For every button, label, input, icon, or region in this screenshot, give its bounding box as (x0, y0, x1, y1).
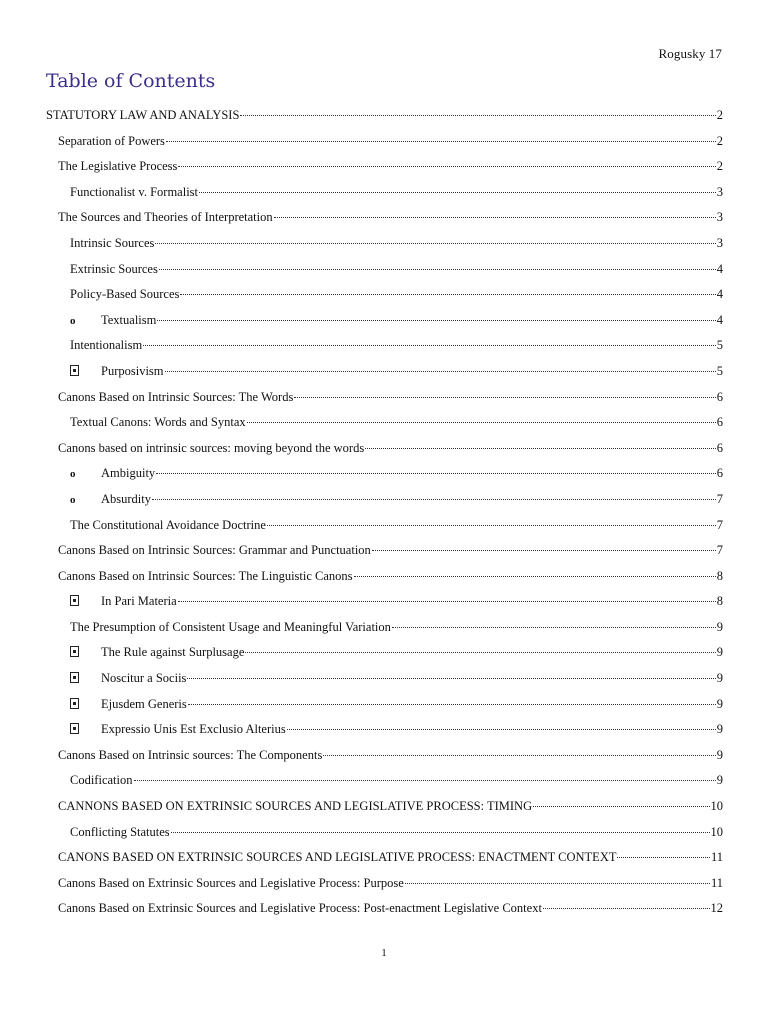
dot-leader (180, 294, 715, 295)
toc-entry-page: 7 (716, 491, 723, 506)
toc-entry-page: 3 (716, 210, 723, 225)
toc-entry-page: 8 (716, 594, 723, 609)
dot-leader (323, 755, 715, 756)
square-bullet-icon (70, 698, 101, 711)
toc-entry-title: Extrinsic Sources (70, 261, 158, 276)
toc-entry-title: The Presumption of Consistent Usage and Meaningful Variation (70, 619, 391, 634)
toc-entry[interactable] (46, 773, 723, 799)
dot-leader (159, 269, 716, 270)
toc-entry-title: Intentionalism (70, 338, 143, 353)
toc-entry-page: 5 (716, 338, 723, 353)
toc-entry-page: 3 (716, 235, 723, 250)
toc-entry-page: 6 (716, 440, 723, 455)
dot-leader (157, 320, 715, 321)
toc-entry[interactable] (46, 185, 723, 211)
dot-leader (166, 141, 716, 142)
toc-entry-page: 9 (716, 773, 723, 788)
dot-leader (372, 550, 716, 551)
toc-entry-page: 5 (716, 363, 723, 378)
toc-entry-page: 2 (716, 133, 723, 148)
toc-entry-page: 6 (716, 466, 723, 481)
dot-leader (617, 857, 709, 858)
dot-leader (294, 397, 715, 398)
toc-entry[interactable] (46, 210, 723, 236)
square-bullet-icon (70, 595, 101, 608)
toc-entry-page: 9 (716, 645, 723, 660)
toc-entry-page: 4 (716, 287, 723, 302)
toc-entry[interactable] (46, 287, 723, 313)
dot-leader (533, 806, 709, 807)
toc-entry[interactable] (46, 671, 723, 697)
toc-entry-title: Ejusdem Generis (101, 696, 187, 711)
toc-entry-title: The Sources and Theories of Interpretation (58, 210, 273, 225)
toc-entry[interactable] (46, 697, 723, 723)
toc-entry-title: Intrinsic Sources (70, 235, 155, 250)
toc-entry[interactable] (46, 876, 723, 902)
toc-entry-title: CANNONS BASED ON EXTRINSIC SOURCES AND LEGISLATIVE PROCESS: TIMING (58, 799, 533, 814)
dot-leader (287, 729, 716, 730)
toc-entry-page: 6 (716, 389, 723, 404)
toc-entry-title: The Constitutional Avoidance Doctrine (70, 517, 266, 532)
toc-entry-title: In Pari Materia (101, 594, 177, 609)
toc-entry-page: 2 (716, 108, 723, 122)
toc-entry[interactable] (46, 364, 723, 390)
toc-entry-page: 4 (716, 312, 723, 327)
toc-entry[interactable] (46, 825, 723, 851)
square-bullet-icon (70, 723, 101, 736)
dot-leader (171, 832, 710, 833)
running-head: Rogusky 17 (658, 46, 722, 61)
toc-entry[interactable] (46, 722, 723, 748)
toc-entry[interactable] (46, 850, 723, 876)
dot-leader (155, 243, 715, 244)
toc-entry-title: Textualism (101, 312, 157, 327)
toc-entry-title: The Legislative Process (58, 159, 178, 174)
toc-entry-page: 10 (710, 799, 723, 814)
dot-leader (152, 499, 716, 500)
toc-entry[interactable] (46, 159, 723, 185)
toc-entry-page: 12 (710, 901, 723, 916)
dot-leader (267, 525, 716, 526)
toc-entry[interactable] (46, 441, 723, 467)
circle-bullet-icon: o (70, 314, 76, 327)
dot-leader (188, 704, 716, 705)
toc-entry[interactable] (46, 262, 723, 288)
toc-entry[interactable] (46, 313, 723, 339)
dot-leader (354, 576, 716, 577)
toc-entry-page: 7 (716, 543, 723, 558)
toc-entry[interactable] (46, 415, 723, 441)
dot-leader (165, 371, 716, 372)
toc-entry[interactable] (46, 543, 723, 569)
toc-entry-title: Noscitur a Sociis (101, 671, 187, 686)
dot-leader (245, 652, 715, 653)
circle-bullet-icon: o (70, 493, 76, 506)
dot-leader (156, 473, 716, 474)
dot-leader (392, 627, 716, 628)
toc-entry-page: 11 (710, 875, 723, 890)
toc-entry[interactable] (46, 466, 723, 492)
toc-entry-title: Separation of Powers (58, 133, 165, 148)
toc-entry-title: Ambiguity (101, 466, 156, 481)
toc-entry-page: 2 (716, 159, 723, 174)
dot-leader (543, 908, 710, 909)
toc-entry-page: 4 (716, 261, 723, 276)
dot-leader (405, 883, 710, 884)
table-of-contents (46, 108, 723, 927)
toc-entry[interactable] (46, 390, 723, 416)
toc-entry[interactable] (46, 901, 723, 927)
toc-entry-page: 9 (716, 619, 723, 634)
toc-entry-title: Canons Based on Intrinsic sources: The Components (58, 747, 323, 762)
toc-entry-title: Absurdity (101, 491, 151, 506)
toc-entry-title: STATUTORY LAW AND ANALYSIS (46, 108, 240, 122)
circle-bullet-icon: o (70, 468, 76, 481)
toc-entry-title: The Rule against Surplusage (101, 645, 245, 660)
toc-entry[interactable] (46, 492, 723, 518)
toc-entry[interactable] (46, 236, 723, 262)
toc-entry-title: Canons Based on Extrinsic Sources and Legislative Process: Post-enactment Legislative Context (58, 901, 542, 916)
dot-leader (134, 780, 716, 781)
toc-entry-title: Functionalist v. Formalist (70, 184, 199, 199)
dot-leader (178, 601, 716, 602)
toc-entry-title: Policy-Based Sources (70, 287, 180, 302)
toc-entry-page: 9 (716, 747, 723, 762)
toc-entry-page: 9 (716, 722, 723, 737)
toc-entry-title: Canons Based on Intrinsic Sources: Grammar and Punctuation (58, 543, 371, 558)
toc-entry[interactable] (46, 594, 723, 620)
toc-entry-title: Canons based on intrinsic sources: moving beyond the words (58, 440, 365, 455)
toc-entry-title: Purposivism (101, 363, 164, 378)
toc-entry-title: Codification (70, 773, 133, 788)
toc-entry-page: 10 (710, 824, 723, 839)
toc-entry-title: Canons Based on Intrinsic Sources: The Linguistic Canons (58, 568, 353, 583)
toc-entry-page: 6 (716, 415, 723, 430)
dot-leader (247, 422, 716, 423)
page-number: 1 (381, 947, 387, 959)
toc-entry[interactable] (46, 799, 723, 825)
toc-entry[interactable] (46, 134, 723, 160)
toc-entry-page: 8 (716, 568, 723, 583)
dot-leader (199, 192, 716, 193)
toc-entry[interactable] (46, 569, 723, 595)
toc-entry[interactable] (46, 748, 723, 774)
toc-entry-page: 3 (716, 184, 723, 199)
toc-entry[interactable] (46, 108, 723, 134)
square-bullet-icon (70, 365, 101, 378)
toc-entry[interactable] (46, 518, 723, 544)
toc-entry-title: Textual Canons: Words and Syntax (70, 415, 246, 430)
toc-entry-title: Expressio Unis Est Exclusio Alterius (101, 722, 286, 737)
toc-entry-page: 11 (710, 850, 723, 865)
dot-leader (274, 217, 716, 218)
square-bullet-icon (70, 646, 101, 659)
toc-entry-page: 9 (716, 671, 723, 686)
dot-leader (240, 115, 715, 116)
dot-leader (187, 678, 715, 679)
toc-entry[interactable] (46, 645, 723, 671)
toc-entry-title: Conflicting Statutes (70, 824, 170, 839)
dot-leader (143, 345, 716, 346)
toc-entry[interactable] (46, 338, 723, 364)
toc-entry-title: Canons Based on Intrinsic Sources: The Words (58, 389, 294, 404)
toc-entry-page: 7 (716, 517, 723, 532)
toc-heading: Table of Contents (46, 70, 216, 92)
dot-leader (178, 166, 715, 167)
toc-entry-title: Canons Based on Extrinsic Sources and Legislative Process: Purpose (58, 875, 404, 890)
toc-entry[interactable] (46, 620, 723, 646)
dot-leader (365, 448, 716, 449)
toc-entry-page: 9 (716, 696, 723, 711)
square-bullet-icon (70, 672, 101, 685)
toc-entry-title: CANONS BASED ON EXTRINSIC SOURCES AND LEGISLATIVE PROCESS: ENACTMENT CONTEXT (58, 850, 617, 865)
